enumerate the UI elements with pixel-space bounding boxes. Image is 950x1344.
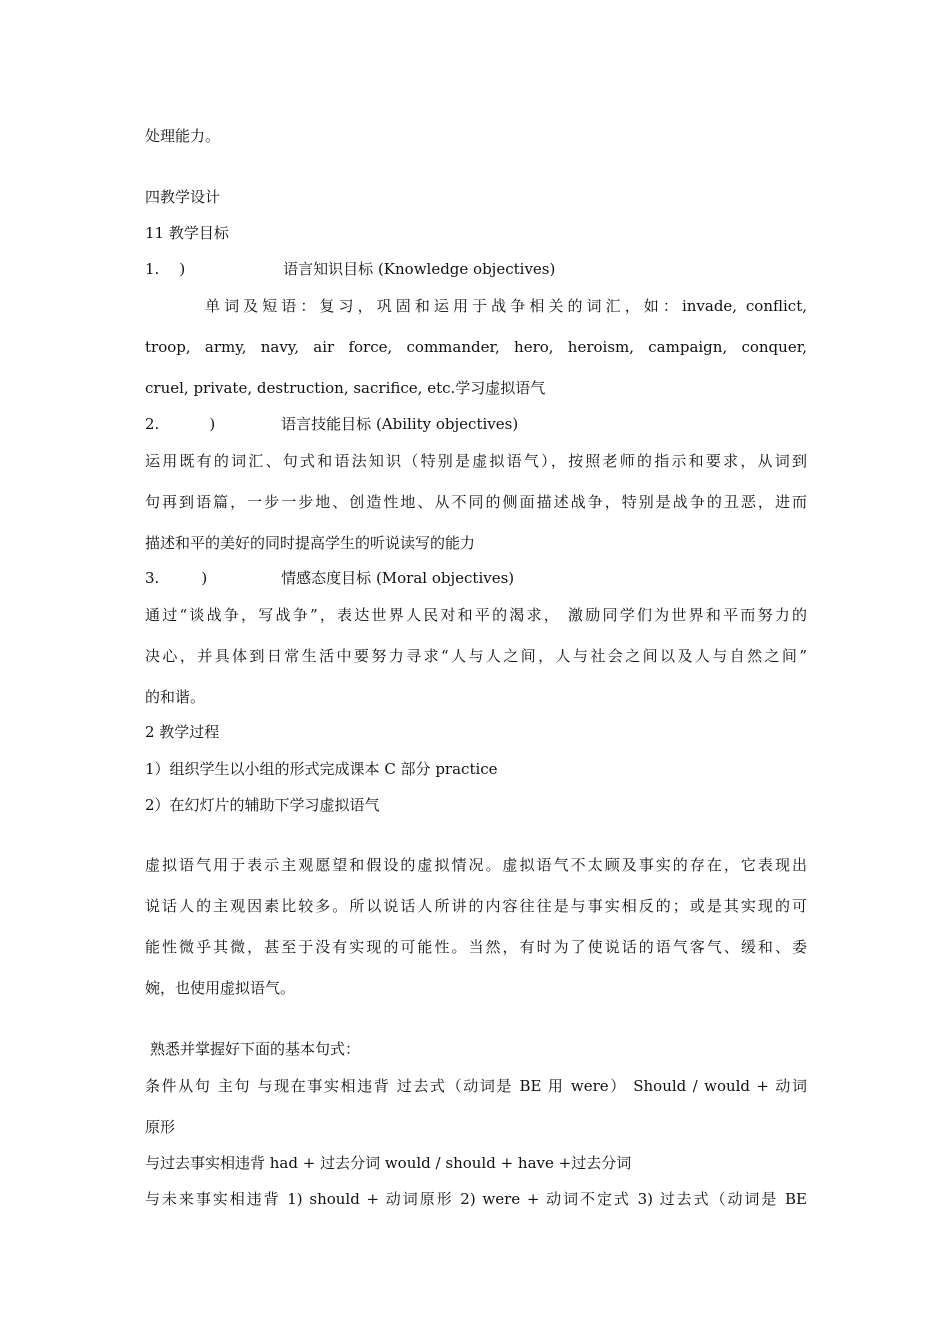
subsection-heading: 2 教学过程	[145, 723, 220, 741]
objective-2-heading	[145, 414, 518, 434]
paragraph-line: 说话人的主观因素比较多。所以说话人所讲的内容往往是与事实相反的；或是其实现的可	[145, 897, 807, 915]
objective-paren: )	[201, 569, 208, 587]
section-heading: 四教学设计	[145, 188, 221, 206]
paragraph-line: 能性微乎其微，甚至于没有实现的可能性。当然，有时为了使说话的语气客气、缓和、委	[145, 938, 807, 956]
objective-title: 语言技能目标 (Ability objectives)	[281, 415, 519, 433]
paragraph-line: troop, army, navy, air force, commander, hero, heroism, campaign, conquer,	[145, 338, 807, 356]
paragraph-line: cruel, private, destruction, sacrifice, etc.学习虚拟语气	[145, 379, 546, 397]
paragraph-line: 熟悉并掌握好下面的基本句式：	[150, 1040, 361, 1058]
paragraph-line: 的和谐。	[145, 688, 206, 706]
list-item: 2）在幻灯片的辅助下学习虚拟语气	[145, 796, 380, 814]
objective-number: 3.	[145, 569, 160, 587]
objective-number: 2.	[145, 415, 160, 433]
paragraph-line: 处理能力。	[145, 127, 221, 145]
objective-1-heading	[145, 259, 555, 279]
paragraph-line: 句再到语篇，一步一步地、创造性地、从不同的侧面描述战争，特别是战争的丑恶，进而	[145, 493, 807, 511]
paragraph-line: 虚拟语气用于表示主观愿望和假设的虚拟情况。虚拟语气不太顾及事实的存在，它表现出	[145, 856, 807, 874]
objective-paren: )	[179, 260, 186, 278]
objective-title: 情感态度目标 (Moral objectives)	[281, 569, 515, 587]
paragraph-line: 与过去事实相违背 had + 过去分词 would / should + have +过去分词	[145, 1154, 632, 1172]
list-item: 1）组织学生以小组的形式完成课本 C 部分 practice	[145, 760, 498, 778]
objective-title: 语言知识目标 (Knowledge objectives)	[283, 260, 556, 278]
subsection-heading: 11 教学目标	[145, 224, 229, 242]
paragraph-line: 单词及短语：复习，巩固和运用于战争相关的词汇，如：invade, conflict,	[205, 297, 807, 315]
paragraph-line: 通过“谈战争，写战争”，表达世界人民对和平的渴求， 激励同学们为世界和平而努力的	[145, 606, 807, 624]
paragraph-line: 条件从句 主句 与现在事实相违背 过去式（动词是 BE 用 were） Should / would + 动词	[145, 1077, 807, 1095]
objective-paren: )	[209, 415, 216, 433]
objective-3-heading	[145, 568, 514, 588]
paragraph-line: 运用既有的词汇、句式和语法知识（特别是虚拟语气），按照老师的指示和要求，从词到	[145, 452, 807, 470]
paragraph-line: 与未来事实相违背 1) should + 动词原形 2) were + 动词不定式 3) 过去式（动词是 BE	[145, 1190, 807, 1208]
paragraph-line: 描述和平的美好的同时提高学生的听说读写的能力	[145, 534, 476, 552]
paragraph-line: 决心，并具体到日常生活中要努力寻求“人与人之间，人与社会之间以及人与自然之间”	[145, 647, 807, 665]
paragraph-line: 婉，也使用虚拟语气。	[145, 979, 296, 997]
paragraph-line: 原形	[145, 1118, 176, 1136]
objective-number: 1.	[145, 260, 160, 278]
